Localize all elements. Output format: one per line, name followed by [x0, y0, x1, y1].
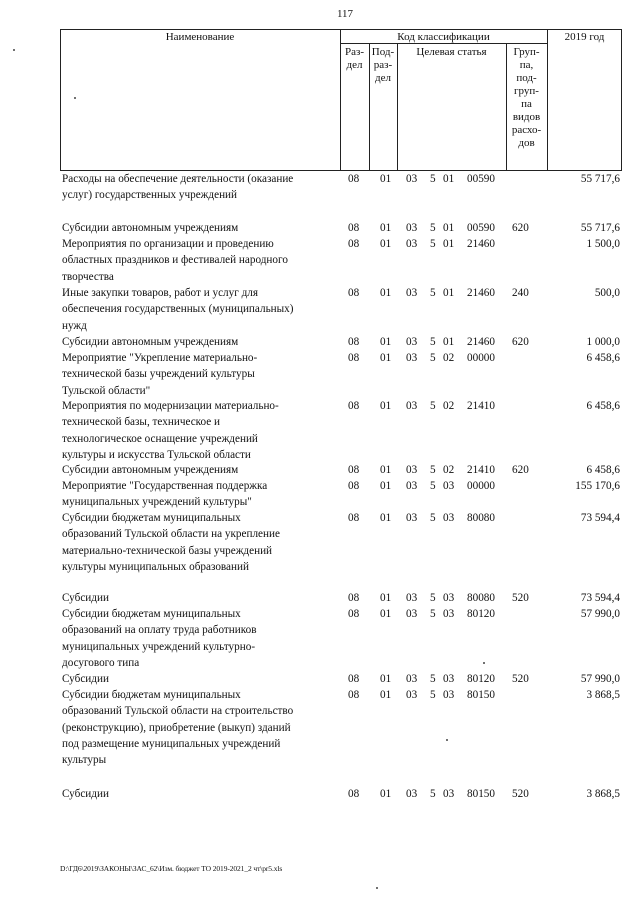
- header-name: Наименование: [165, 31, 235, 43]
- row-target-2: 5: [430, 689, 436, 701]
- row-target-4: 21460: [467, 287, 495, 299]
- row-target-4: 21410: [467, 464, 495, 476]
- row-target-1: 03: [406, 788, 418, 800]
- row-target-1: 03: [406, 464, 418, 476]
- row-target-1: 03: [406, 173, 418, 185]
- header-podrazdel: Под- раз- дел: [371, 46, 395, 84]
- header-divider-year: [547, 29, 548, 170]
- header-target-article: Целевая статья: [416, 46, 487, 58]
- row-target-1: 03: [406, 336, 418, 348]
- row-target-4: 21410: [467, 400, 495, 412]
- row-group: 620: [512, 222, 529, 234]
- row-target-3: 01: [443, 173, 455, 185]
- row-amount: 500,0: [594, 287, 620, 299]
- row-target-4: 00000: [467, 352, 495, 364]
- row-target-3: 01: [443, 336, 455, 348]
- row-target-2: 5: [430, 287, 436, 299]
- row-podrazdel: 01: [380, 512, 392, 524]
- row-target-4: 21460: [467, 336, 495, 348]
- row-target-4: 80120: [467, 608, 495, 620]
- row-target-2: 5: [430, 788, 436, 800]
- row-razdel: 08: [348, 352, 360, 364]
- row-target-1: 03: [406, 352, 418, 364]
- row-group: 520: [512, 788, 529, 800]
- row-name: Мероприятия по организации и проведению областных праздников и фестивалей народного творчества: [62, 238, 288, 283]
- row-razdel: 08: [348, 592, 360, 604]
- row-amount: 55 717,6: [580, 173, 620, 185]
- scan-speck: [74, 97, 76, 99]
- row-target-3: 03: [443, 689, 455, 701]
- row-podrazdel: 01: [380, 464, 392, 476]
- row-name: Субсидии: [62, 673, 109, 685]
- row-target-4: 80150: [467, 689, 495, 701]
- row-amount: 55 717,6: [580, 222, 620, 234]
- row-amount: 155 170,6: [575, 480, 620, 492]
- row-target-2: 5: [430, 512, 436, 524]
- row-podrazdel: 01: [380, 238, 392, 250]
- row-target-4: 00000: [467, 480, 495, 492]
- row-target-2: 5: [430, 592, 436, 604]
- row-target-2: 5: [430, 608, 436, 620]
- row-target-3: 02: [443, 464, 455, 476]
- row-podrazdel: 01: [380, 608, 392, 620]
- row-target-3: 03: [443, 480, 455, 492]
- row-name: Мероприятие "Государственная поддержка муниципальных учреждений культуры": [62, 480, 268, 509]
- row-razdel: 08: [348, 173, 360, 185]
- row-target-4: 80080: [467, 512, 495, 524]
- row-podrazdel: 01: [380, 352, 392, 364]
- header-razdel: Раз- дел: [344, 46, 364, 71]
- row-podrazdel: 01: [380, 689, 392, 701]
- row-name: Расходы на обеспечение деятельности (оказание услуг) государственных учреждений: [62, 173, 294, 202]
- row-target-1: 03: [406, 673, 418, 685]
- row-amount: 1 000,0: [586, 336, 620, 348]
- header-code-classification: Код классификации: [397, 31, 490, 43]
- row-razdel: 08: [348, 512, 360, 524]
- header-divider-podrazdel: [397, 43, 398, 170]
- row-target-4: 00590: [467, 173, 495, 185]
- row-target-2: 5: [430, 400, 436, 412]
- row-amount: 73 594,4: [580, 592, 620, 604]
- row-podrazdel: 01: [380, 400, 392, 412]
- row-podrazdel: 01: [380, 592, 392, 604]
- row-amount: 57 990,0: [580, 673, 620, 685]
- row-name: Субсидии бюджетам муниципальных образований Тульской области на укрепление материально-технической базы учреждений культуры муниципальных образований: [62, 512, 280, 573]
- row-group: 520: [512, 673, 529, 685]
- row-target-4: 21460: [467, 238, 495, 250]
- scan-speck: [376, 887, 378, 889]
- row-target-3: 03: [443, 512, 455, 524]
- row-target-4: 80080: [467, 592, 495, 604]
- row-target-3: 03: [443, 592, 455, 604]
- row-razdel: 08: [348, 336, 360, 348]
- row-target-1: 03: [406, 287, 418, 299]
- row-target-1: 03: [406, 480, 418, 492]
- row-amount: 6 458,6: [586, 400, 620, 412]
- row-target-2: 5: [430, 352, 436, 364]
- row-name: Иные закупки товаров, работ и услуг для обеспечения государственных (муниципальных) нужд: [62, 287, 294, 332]
- row-target-4: 00590: [467, 222, 495, 234]
- header-left-border: [60, 29, 61, 170]
- row-name: Мероприятие "Укрепление материально- технической базы учреждений культуры Тульской области": [62, 352, 258, 397]
- row-target-1: 03: [406, 512, 418, 524]
- row-razdel: 08: [348, 222, 360, 234]
- page-number: 117: [336, 8, 354, 20]
- row-razdel: 08: [348, 608, 360, 620]
- row-podrazdel: 01: [380, 480, 392, 492]
- scan-speck: [483, 662, 485, 664]
- row-razdel: 08: [348, 689, 360, 701]
- row-target-3: 01: [443, 287, 455, 299]
- file-path-footer: D:\ГД6\2019\ЗАКОНЫ\ЗАС_62\Изм. бюджет ТО 2019-2021_2 чт\pr5.xls: [60, 864, 283, 873]
- row-target-1: 03: [406, 608, 418, 620]
- row-name: Субсидии автономным учреждениям: [62, 222, 239, 234]
- row-target-1: 03: [406, 222, 418, 234]
- row-podrazdel: 01: [380, 673, 392, 685]
- header-top-border: [60, 29, 622, 30]
- row-target-1: 03: [406, 400, 418, 412]
- row-razdel: 08: [348, 287, 360, 299]
- row-target-3: 02: [443, 352, 455, 364]
- row-name: Субсидии автономным учреждениям: [62, 464, 239, 476]
- row-name: Субсидии бюджетам муниципальных образований на оплату труда работников муниципальных учреждений культурно- досугового типа: [62, 608, 257, 669]
- row-amount: 57 990,0: [580, 608, 620, 620]
- row-target-3: 03: [443, 673, 455, 685]
- row-amount: 6 458,6: [586, 464, 620, 476]
- row-name: Мероприятия по модернизации материально- технической базы, техническое и технологическое оснащение учреждений культуры и искусства Тульской области: [62, 400, 279, 461]
- row-target-2: 5: [430, 464, 436, 476]
- row-amount: 6 458,6: [586, 352, 620, 364]
- row-target-3: 02: [443, 400, 455, 412]
- row-target-2: 5: [430, 173, 436, 185]
- row-podrazdel: 01: [380, 222, 392, 234]
- row-razdel: 08: [348, 400, 360, 412]
- row-podrazdel: 01: [380, 788, 392, 800]
- row-target-3: 01: [443, 238, 455, 250]
- row-razdel: 08: [348, 480, 360, 492]
- scan-speck: [13, 49, 15, 51]
- row-target-4: 80150: [467, 788, 495, 800]
- row-target-1: 03: [406, 238, 418, 250]
- row-target-2: 5: [430, 673, 436, 685]
- row-target-1: 03: [406, 592, 418, 604]
- row-target-3: 03: [443, 608, 455, 620]
- header-year: 2019 год: [564, 31, 605, 43]
- row-podrazdel: 01: [380, 173, 392, 185]
- row-group: 620: [512, 464, 529, 476]
- row-group: 620: [512, 336, 529, 348]
- scan-speck: [446, 739, 448, 741]
- row-target-3: 03: [443, 788, 455, 800]
- row-group: 520: [512, 592, 529, 604]
- row-target-4: 80120: [467, 673, 495, 685]
- row-razdel: 08: [348, 673, 360, 685]
- row-name: Субсидии: [62, 788, 109, 800]
- row-amount: 1 500,0: [586, 238, 620, 250]
- row-name: Субсидии бюджетам муниципальных образований Тульской области на строительство (реконструкцию), приобретение (выкуп) зданий под размещение муниципальных учреждений культуры: [62, 689, 294, 767]
- row-razdel: 08: [348, 788, 360, 800]
- header-right-border: [621, 29, 622, 170]
- row-amount: 3 868,5: [586, 689, 620, 701]
- row-amount: 3 868,5: [586, 788, 620, 800]
- header-group: Груп- па, под- груп- па видов расхо- дов: [511, 46, 542, 149]
- row-amount: 73 594,4: [580, 512, 620, 524]
- row-target-1: 03: [406, 689, 418, 701]
- row-target-2: 5: [430, 480, 436, 492]
- row-razdel: 08: [348, 464, 360, 476]
- row-target-2: 5: [430, 238, 436, 250]
- row-target-2: 5: [430, 336, 436, 348]
- row-name: Субсидии автономным учреждениям: [62, 336, 239, 348]
- row-target-3: 01: [443, 222, 455, 234]
- row-podrazdel: 01: [380, 336, 392, 348]
- row-group: 240: [512, 287, 529, 299]
- row-target-2: 5: [430, 222, 436, 234]
- row-name: Субсидии: [62, 592, 109, 604]
- row-razdel: 08: [348, 238, 360, 250]
- row-podrazdel: 01: [380, 287, 392, 299]
